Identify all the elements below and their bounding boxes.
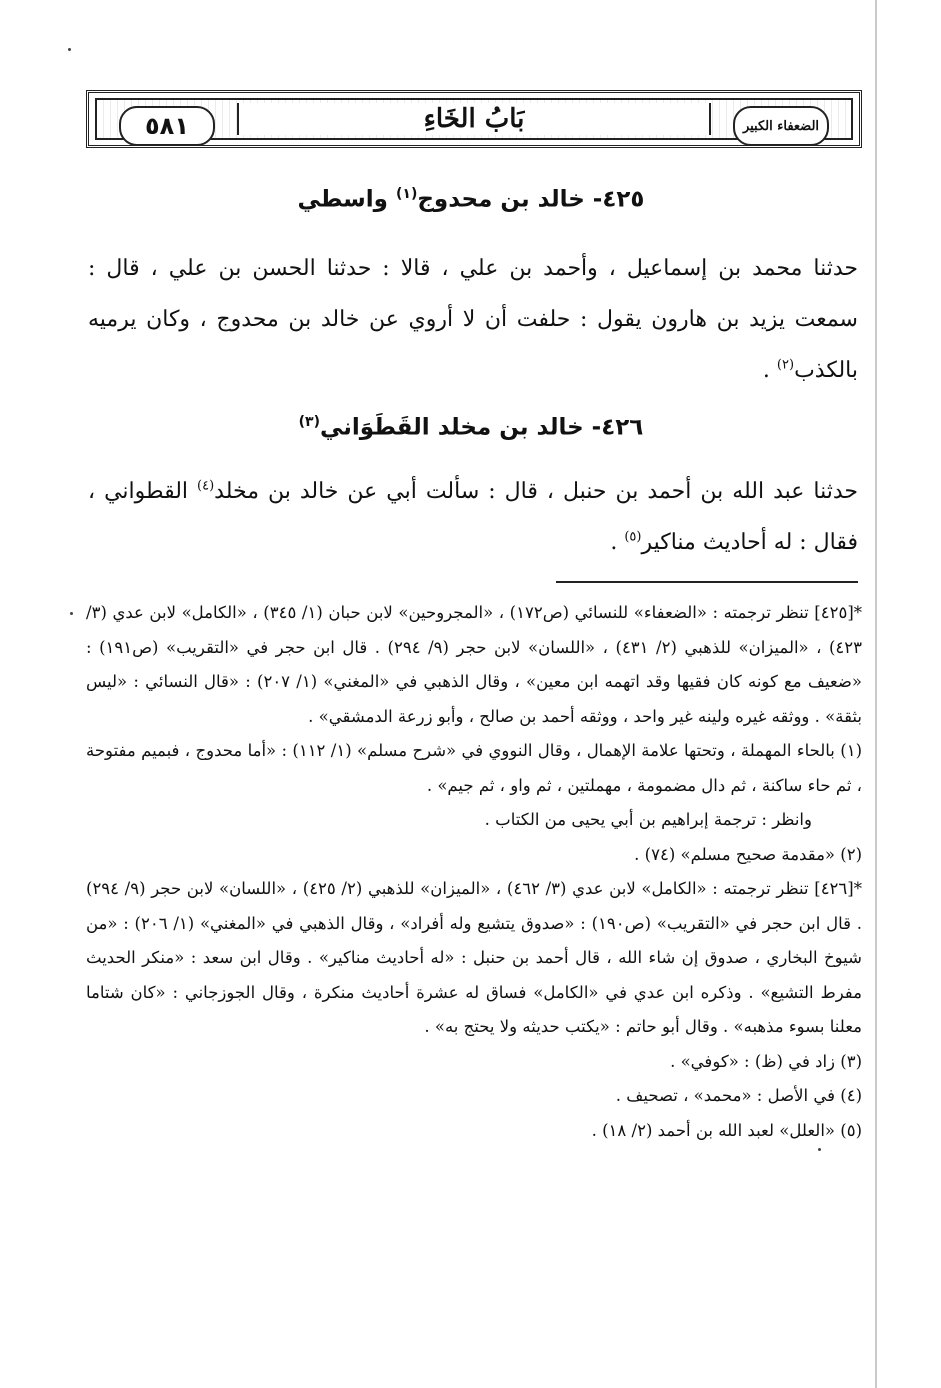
footnote-ref: (٥)	[624, 529, 642, 545]
footnote-2: (٢) «مقدمة صحيح مسلم» (٧٤) .	[634, 844, 862, 864]
entry-text-425: حدثنا محمد بن إسماعيل ، وأحمد بن علي ، قالا : حدثنا الحسن بن علي ، قال : سمعت يزيد بن هارون يقول : حلفت أن لا أروي عن خالد بن محدوج ، وكان يرميه بالكذب$^{(٢)}$ .	[88, 256, 858, 383]
entry-title-426: ٤٢٦- خالد بن مخلد القَطَوَاني$^{(٣)}$	[298, 414, 644, 441]
footnote-ref: (٣)	[298, 414, 320, 430]
book-emblem: الضعفاء الكبير	[733, 106, 829, 146]
footnote-bio-426: *[٤٢٦] تنظر ترجمته : «الكامل» لابن عدي (٣/ ٤٦٢) ، «الميزان» للذهبي (٢/ ٤٢٥) ، «اللسان» لابن حجر (٩/ ٢٩٤) . قال ابن حجر في «التقريب» (ص١٩٠) : «صدوق يتشيع وله أفراد» ، وقال الذهبي في «المغني» (١/ ٢٠٦) : «من شيوخ البخاري ، صدوق إن شاء الله ، قال أحمد بن حنبل : «له أحاديث مناكير» . وقال ابن سعد : «منكر الحديث مفرط التشيع» . وذكره ابن عدي في «الكامل» فساق له عشرة أحاديث منكرة ، وقال الجوزجاني : «كان شتاما معلنا بسوء مذهبه» . وقال أبو حاتم : «يكتب حديثه ولا يحتج به» .	[86, 879, 862, 1036]
footnote-ref: (١)	[395, 186, 418, 202]
scan-speck	[70, 612, 73, 615]
page-edge	[875, 0, 877, 1388]
footnote-1-see-also: وانظر : ترجمة إبراهيم بن أبي يحيى من الكتاب .	[484, 810, 812, 829]
header-ornament	[95, 98, 853, 140]
footnote-separator	[556, 581, 858, 583]
footnote-bio-425: *[٤٢٥] تنظر ترجمته : «الضعفاء» للنسائي (ص١٧٢) ، «المجروحين» لابن حبان (١/ ٣٤٥) ، «الكامل» لابن عدي (٣/ ٤٢٣) ، «الميزان» للذهبي (٢/ ٤٣١) ، «اللسان» لابن حجر (٩/ ٢٩٤) . قال ابن حجر في «التقريب» (ص١٩١) : «ضعيف مع كونه كان فقيها وقد اتهمه ابن معين» ، وقال الذهبي في «المغني» (١/ ٢٠٧) : «قال النسائي : «ليس بثقة» . ووثقه غيره ولينه غير واحد ، ووثقه أحمد بن صالح ، وأبو زرعة الدمشقي» .	[86, 603, 863, 726]
page-number: ٥٨١	[119, 106, 215, 146]
chapter-band	[237, 103, 711, 135]
scan-speck	[818, 1148, 821, 1151]
footnote-ref: (٤)	[197, 478, 215, 494]
scan-speck	[68, 48, 71, 51]
footnote-ref: (٢)	[776, 357, 795, 373]
footnotes	[86, 596, 862, 1148]
footnote-3: (٣) زاد في (ظ) : «كوفي» .	[670, 1051, 862, 1071]
chapter-title: بَابُ الخَاءِ	[423, 104, 525, 134]
footnote-1: (١) بالحاء المهملة ، وتحتها علامة الإهمال ، وقال النووي في «شرح مسلم» (١/ ١١٢) : «أما محدوج ، فبميم مفتوحة ، ثم حاء ساكنة ، ثم دال مضمومة ، مهملتين ، ثم واو ، ثم جيم» .	[86, 741, 862, 795]
entry-text-426: حدثنا عبد الله بن أحمد بن حنبل ، قال : سألت أبي عن خالد بن مخلد$^{(٤)}$ القطواني ، فقال : له أحاديث مناكير$^{(٥)}$ .	[88, 478, 859, 555]
entry-title-425: ٤٢٥- خالد بن محدوج$^{(١)}$ واسطي	[297, 186, 645, 213]
footnote-4: (٤) في الأصل : «محمد» ، تصحيف .	[615, 1086, 862, 1105]
footnote-5: (٥) «العلل» لعبد الله بن أحمد (٢/ ١٨) .	[591, 1120, 862, 1140]
page-header	[86, 90, 862, 148]
